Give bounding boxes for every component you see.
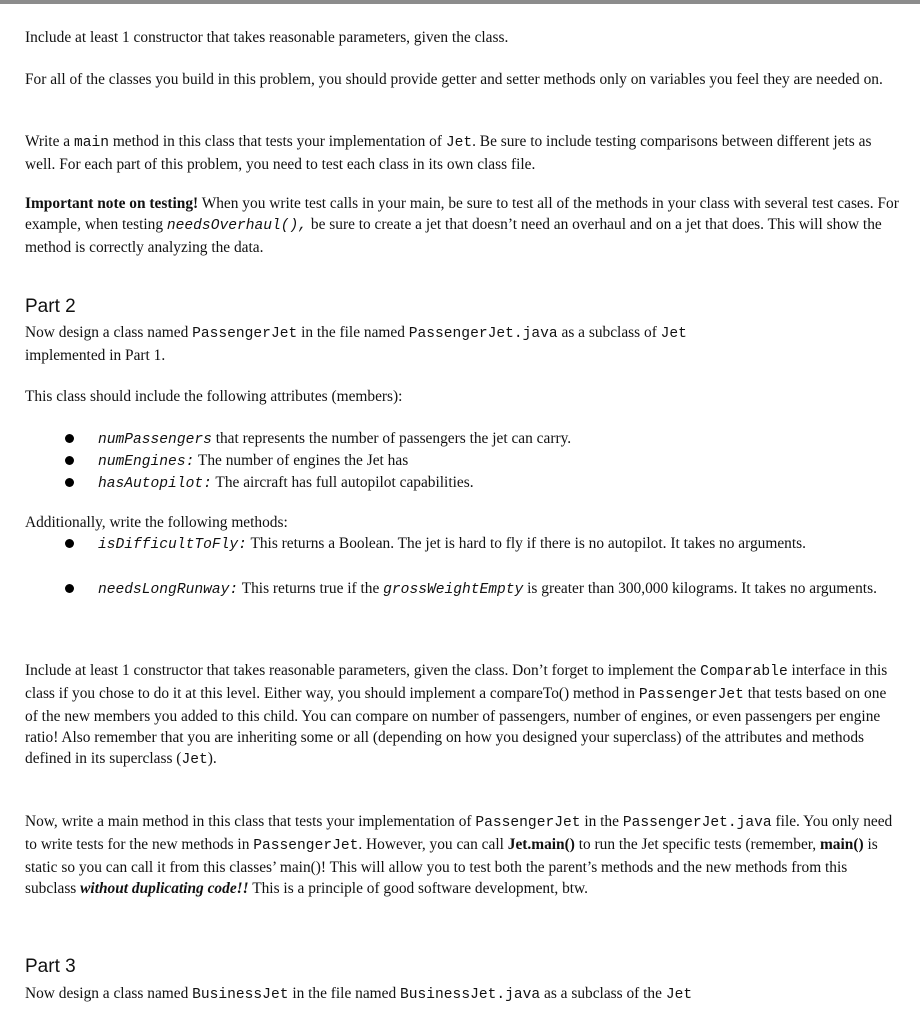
text: that tests based on one of the new members you added to this child. You can compare on number of passengers, number of engines, or even passengers per engine ratio! Also remember that you are inheriting some or all (depending on how you designed your superclass) of the attributes and methods defined in its superclass (: [25, 685, 887, 767]
text: is greater than 300,000 kilograms. It takes no arguments.: [523, 580, 877, 597]
code-passengerjet: PassengerJet: [192, 326, 298, 342]
code-businessjet: BusinessJet: [192, 987, 289, 1003]
text: in the file named: [297, 324, 409, 341]
code-passengerjet: PassengerJet: [475, 815, 581, 831]
getters-setters-paragraph: [25, 69, 900, 90]
text: is static so you can call it from this classes’ main()! This will allow you to test both the parent’s methods and the new methods from this subclass: [25, 836, 878, 897]
code-needs-overhaul: needsOverhaul(),: [166, 218, 308, 234]
text: as a subclass of: [557, 324, 661, 341]
text: in the: [580, 813, 623, 830]
bold-jet-main: Jet.main(): [507, 836, 575, 853]
list-item: [25, 472, 900, 493]
text: file. You only need to write tests for the new methods in: [25, 813, 893, 853]
text: be sure to create a jet that doesn’t need an overhaul and on a jet that does. This will show the method is correctly analyzing the data.: [25, 216, 882, 256]
code-businessjet-java: BusinessJet.java: [400, 987, 541, 1003]
code-attribute: numPassengers: [98, 432, 212, 448]
code-jet: Jet: [665, 987, 693, 1003]
list-item-text: [98, 533, 898, 556]
constructor-paragraph: [25, 27, 900, 48]
text: . However, you can call: [358, 836, 508, 853]
text: Now design a class named: [25, 324, 193, 341]
part3-heading: Part 3: [25, 956, 76, 977]
list-item-text: [98, 450, 898, 473]
bullet-icon: [65, 539, 74, 548]
text: Write a: [25, 133, 74, 150]
code-jet: Jet: [181, 752, 208, 768]
code-passengerjet: PassengerJet: [253, 838, 359, 854]
text: Now, write a main method in this class that tests your implementation of: [25, 813, 476, 830]
list-item: [25, 533, 900, 575]
text: Include at least 1 constructor that takes reasonable parameters, given the class.: [25, 29, 509, 46]
text: in the file named: [288, 985, 401, 1002]
bold-italic-emphasis: without duplicating code!!: [80, 880, 249, 897]
bullet-icon: [65, 434, 74, 443]
main-tests-paragraph: [25, 811, 900, 899]
code-attribute: numEngines:: [98, 454, 195, 470]
list-item: [25, 450, 900, 471]
code-jet: Jet: [660, 326, 687, 342]
bullet-icon: [65, 456, 74, 465]
bold-note: Important note on testing!: [25, 195, 199, 212]
text: This returns a Boolean. The jet is hard to fly if there is no autopilot. It takes no arguments.: [246, 535, 806, 552]
code-gross-weight-empty: grossWeightEmpty: [383, 582, 524, 598]
code-jet: Jet: [445, 135, 473, 151]
text: . Be sure to include testing comparisons between different jets as well. For each part of this problem, you need to test each class in its own class file.: [25, 133, 872, 173]
text: When you write test calls in your main, be sure to test all of the methods in your class with several test cases. For example, when testing: [25, 195, 899, 233]
list-item-text: [98, 472, 898, 495]
text: method in this class that tests your implementation of: [108, 133, 446, 150]
list-item: [25, 578, 900, 620]
code-comparable: Comparable: [700, 664, 788, 680]
text: Include at least 1 constructor that takes reasonable parameters, given the class. Don’t forget to implement the: [25, 662, 701, 679]
constructor-comparable-paragraph: [25, 660, 900, 771]
text: ).: [207, 750, 217, 767]
part2-intro: [25, 322, 900, 366]
text: implemented in Part 1.: [25, 347, 166, 364]
text: The aircraft has full autopilot capabilities.: [211, 474, 474, 491]
part2-heading: Part 2: [25, 296, 76, 317]
part3-intro: [25, 983, 900, 1006]
page-top-border: [0, 0, 920, 4]
code-attribute: hasAutopilot:: [98, 476, 212, 492]
text: that represents the number of passengers the jet can carry.: [211, 430, 572, 447]
main-method-paragraph: [25, 131, 900, 175]
text: interface in this class if you chose to do it at this level. Either way, you should implement a compareTo() method in: [25, 662, 888, 702]
methods-intro: Additionally, write the following methods:: [25, 514, 288, 531]
text: This returns true if the: [238, 580, 384, 597]
text: This is a principle of good software development, btw.: [248, 880, 589, 897]
bullet-icon: [65, 478, 74, 487]
code-passengerjet-java: PassengerJet.java: [622, 815, 772, 831]
testing-note-paragraph: [25, 193, 900, 258]
text: The number of engines the Jet has: [194, 452, 409, 469]
list-item: [25, 428, 900, 449]
text: Now design a class named: [25, 985, 193, 1002]
code-main: main: [73, 135, 109, 151]
text: For all of the classes you build in this problem, you should provide getter and setter methods only on variables you feel they are needed on.: [25, 71, 883, 88]
code-method: isDifficultToFly:: [98, 537, 247, 553]
bold-main: main(): [819, 836, 864, 853]
code-method: needsLongRunway:: [98, 582, 239, 598]
list-item-text: [98, 428, 898, 451]
code-passengerjet: PassengerJet: [638, 687, 744, 703]
code-passengerjet-java: PassengerJet.java: [408, 326, 558, 342]
bullet-icon: [65, 584, 74, 593]
text: to run the Jet specific tests (remember,: [574, 836, 820, 853]
list-item-text: [98, 578, 898, 601]
attributes-intro: This class should include the following attributes (members):: [25, 388, 403, 405]
text: as a subclass of the: [540, 985, 666, 1002]
